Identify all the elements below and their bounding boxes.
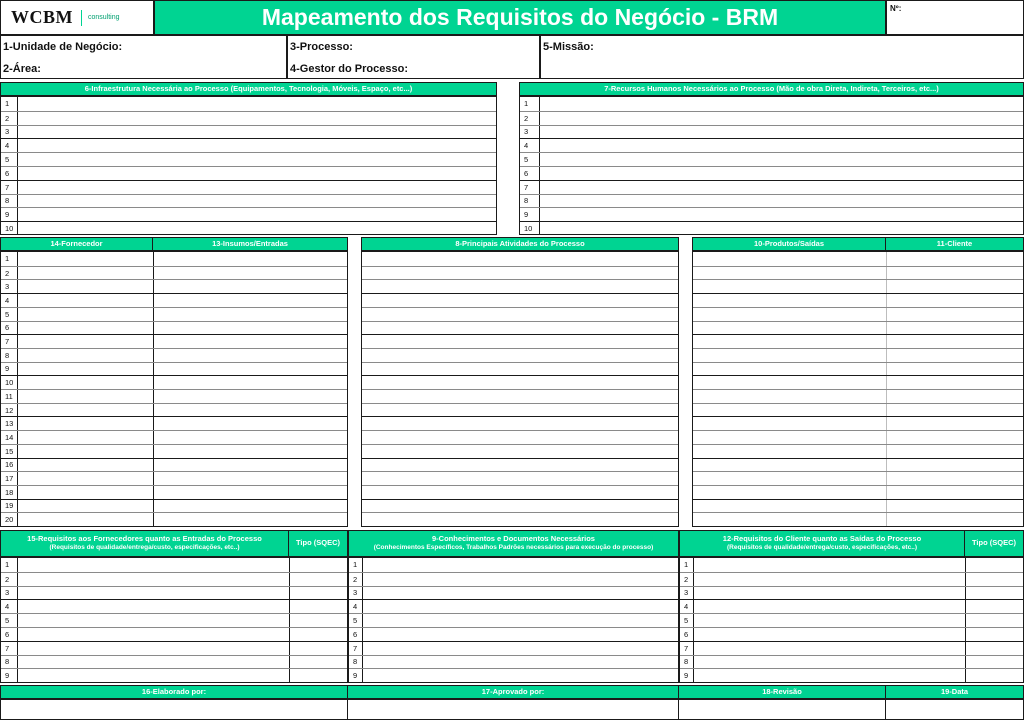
table-row[interactable]	[349, 668, 678, 682]
table-row[interactable]	[693, 430, 1023, 444]
row-number: 2	[353, 574, 358, 584]
table-row[interactable]	[362, 375, 678, 389]
conhecimentos-rows	[349, 558, 678, 682]
table-row[interactable]	[1, 111, 496, 125]
fornecedor-body	[0, 251, 348, 527]
table-row[interactable]	[693, 389, 1023, 403]
table-row[interactable]	[520, 152, 1023, 166]
row-number: 7	[5, 643, 10, 653]
table-row[interactable]	[680, 627, 1023, 641]
row-number: 4	[5, 141, 10, 151]
req-fornecedores-header	[0, 530, 289, 557]
row-number: 8	[684, 657, 689, 667]
row-number: 7	[5, 182, 10, 192]
row-number: 7	[524, 182, 529, 192]
row-number: 3	[5, 282, 10, 292]
table-row[interactable]	[362, 499, 678, 513]
req-fornecedores-rows	[1, 558, 347, 682]
row-number: 5	[5, 309, 10, 319]
table-row[interactable]	[1, 572, 347, 586]
logo-text: WCBM	[11, 7, 73, 27]
row-number: 7	[5, 337, 10, 347]
atividades-header: 8-Principais Atividades do Processo	[361, 237, 679, 251]
row-number: 5	[5, 155, 10, 165]
table-row[interactable]	[680, 586, 1023, 600]
row-number: 19	[5, 501, 14, 511]
fornecedor-rows	[1, 252, 347, 526]
table-row[interactable]	[520, 207, 1023, 221]
atividades-body	[361, 251, 679, 527]
row-number: 20	[5, 515, 14, 525]
unidade-label: 1-Unidade de Negócio:	[3, 41, 123, 53]
table-row[interactable]	[349, 641, 678, 655]
table-row[interactable]	[362, 389, 678, 403]
req-fornecedores-table	[0, 530, 348, 683]
rh-body	[519, 96, 1024, 235]
atividades-rows	[362, 252, 678, 526]
table-row[interactable]	[362, 430, 678, 444]
req-cliente-title: 12-Requisitos do Cliente quanto as Saídas do Processo	[722, 534, 922, 544]
logo-sub: consulting	[88, 14, 120, 21]
numero-label: Nº:	[890, 4, 902, 13]
produtos-cliente-table	[692, 237, 1024, 527]
table-row[interactable]	[1, 389, 347, 403]
row-number: 2	[5, 268, 10, 278]
table-row[interactable]	[520, 221, 1023, 235]
row-number: 8	[353, 657, 358, 667]
req-cliente-table	[679, 530, 1024, 683]
table-row[interactable]	[362, 458, 678, 472]
row-number: 5	[353, 616, 358, 626]
processo-label: 3-Processo:	[290, 41, 353, 53]
row-number: 9	[684, 671, 689, 681]
req-cliente-subtitle: (Requisitos de qualidade/entrega/custo, especificações, etc..)	[726, 544, 917, 552]
table-row[interactable]	[1, 471, 347, 485]
table-row[interactable]	[1, 138, 496, 152]
missao-cell[interactable]	[540, 35, 1024, 79]
row-number: 3	[5, 127, 10, 137]
elaborado-input[interactable]	[0, 699, 348, 720]
revisao-header: 18-Revisão	[678, 685, 886, 699]
table-row[interactable]	[362, 321, 678, 335]
infra-body	[0, 96, 497, 235]
req-cliente-rows	[680, 558, 1023, 682]
table-row[interactable]	[1, 97, 496, 111]
gestor-label: 4-Gestor do Processo:	[290, 63, 408, 75]
row-number: 1	[353, 560, 358, 570]
table-row[interactable]	[520, 111, 1023, 125]
table-row[interactable]	[520, 194, 1023, 208]
table-row[interactable]	[693, 321, 1023, 335]
row-number: 9	[353, 671, 358, 681]
row-number: 6	[5, 323, 10, 333]
row-number: 9	[524, 210, 529, 220]
table-row[interactable]	[693, 348, 1023, 362]
rh-rows	[520, 97, 1023, 234]
table-row[interactable]	[1, 655, 347, 669]
row-number: 2	[524, 113, 529, 123]
table-row[interactable]	[362, 444, 678, 458]
row-number: 2	[5, 113, 10, 123]
row-number: 12	[5, 405, 14, 415]
table-row[interactable]	[362, 512, 678, 526]
table-row[interactable]	[1, 613, 347, 627]
table-row[interactable]	[693, 334, 1023, 348]
rh-header: 7-Recursos Humanos Necessários ao Processo (Mão de obra Direta, Indireta, Terceiros, etc...)	[519, 82, 1024, 96]
data-input[interactable]	[885, 699, 1024, 720]
table-row[interactable]	[520, 180, 1023, 194]
row-number: 4	[5, 295, 10, 305]
table-row[interactable]	[362, 334, 678, 348]
row-number: 1	[5, 254, 10, 264]
row-number: 17	[5, 474, 14, 484]
row-number: 5	[684, 616, 689, 626]
table-row[interactable]	[362, 307, 678, 321]
table-row[interactable]	[680, 613, 1023, 627]
table-row[interactable]	[680, 641, 1023, 655]
produtos-rows	[693, 252, 1023, 526]
table-row[interactable]	[1, 252, 347, 266]
conhecimentos-title: 9-Conhecimentos e Documentos Necessários	[432, 534, 595, 544]
table-row[interactable]	[1, 207, 496, 221]
conhecimentos-table	[348, 530, 679, 683]
table-row[interactable]	[362, 403, 678, 417]
row-number: 8	[5, 196, 10, 206]
table-row[interactable]	[1, 512, 347, 526]
table-row[interactable]	[349, 558, 678, 572]
table-row[interactable]	[1, 444, 347, 458]
row-number: 4	[5, 602, 10, 612]
atividades-table	[361, 237, 679, 527]
row-number: 16	[5, 460, 14, 470]
table-row[interactable]	[680, 668, 1023, 682]
row-number: 1	[5, 99, 10, 109]
row-number: 6	[684, 629, 689, 639]
row-number: 3	[5, 588, 10, 598]
row-number: 9	[5, 210, 10, 220]
row-number: 8	[5, 350, 10, 360]
row-number: 5	[5, 616, 10, 626]
footer-row	[0, 685, 1024, 720]
table-row[interactable]	[693, 458, 1023, 472]
row-number: 4	[524, 141, 529, 151]
row-number: 8	[5, 657, 10, 667]
table-row[interactable]	[680, 655, 1023, 669]
table-row[interactable]	[362, 266, 678, 280]
req-cliente-body	[679, 557, 1024, 683]
table-row[interactable]	[349, 655, 678, 669]
table-row[interactable]	[1, 375, 347, 389]
table-row[interactable]	[680, 558, 1023, 572]
insumos-header: 13-Insumos/Entradas	[152, 237, 348, 251]
table-row[interactable]	[1, 180, 496, 194]
table-row[interactable]	[349, 613, 678, 627]
table-row[interactable]	[362, 293, 678, 307]
table-row[interactable]	[362, 362, 678, 376]
logo-divider	[81, 10, 82, 26]
table-row[interactable]	[1, 458, 347, 472]
row-number: 8	[524, 196, 529, 206]
table-row[interactable]	[362, 279, 678, 293]
table-row[interactable]	[520, 125, 1023, 139]
table-row[interactable]	[520, 97, 1023, 111]
conhecimentos-subtitle: (Conhecimentos Específicos, Trabalhos Padrões necessários para execução do processo)	[373, 544, 654, 552]
page-title-cell	[154, 0, 886, 35]
data-header: 19-Data	[885, 685, 1024, 699]
table-row[interactable]	[1, 627, 347, 641]
table-row[interactable]	[362, 348, 678, 362]
row-number: 3	[353, 588, 358, 598]
unidade-area-cell[interactable]	[0, 35, 287, 79]
table-row[interactable]	[349, 586, 678, 600]
table-row[interactable]	[1, 586, 347, 600]
row-number: 7	[353, 643, 358, 653]
table-row[interactable]	[693, 252, 1023, 266]
table-row[interactable]	[693, 293, 1023, 307]
table-row[interactable]	[362, 252, 678, 266]
table-row[interactable]	[693, 362, 1023, 376]
row-number: 3	[524, 127, 529, 137]
table-row[interactable]	[349, 627, 678, 641]
logo-cell	[0, 0, 154, 35]
infra-header: 6-Infraestrutura Necessária ao Processo (Equipamentos, Tecnologia, Móveis, Espaço, etc...)	[0, 82, 497, 96]
table-row[interactable]	[1, 166, 496, 180]
produtos-body	[692, 251, 1024, 527]
req-fornecedores-body	[0, 557, 348, 683]
row-number: 9	[5, 364, 10, 374]
table-row[interactable]	[693, 307, 1023, 321]
table-row[interactable]	[693, 499, 1023, 513]
row-number: 9	[5, 671, 10, 681]
table-row[interactable]	[693, 444, 1023, 458]
aprovado-input[interactable]	[347, 699, 679, 720]
table-row[interactable]	[693, 512, 1023, 526]
table-row[interactable]	[349, 572, 678, 586]
table-row[interactable]	[1, 485, 347, 499]
req-fornecedores-title: 15-Requisitos aos Fornecedores quanto as Entradas do Processo	[27, 534, 262, 544]
req-cliente-header	[679, 530, 965, 557]
row-number: 1	[524, 99, 529, 109]
tipo-sqec-header-2: Tipo (SQEC)	[964, 530, 1024, 557]
table-row[interactable]	[1, 152, 496, 166]
table-row[interactable]	[1, 321, 347, 335]
table-row[interactable]	[693, 485, 1023, 499]
table-row[interactable]	[693, 375, 1023, 389]
table-row[interactable]	[362, 416, 678, 430]
row-number: 18	[5, 487, 14, 497]
table-row[interactable]	[693, 279, 1023, 293]
numero-cell[interactable]	[886, 0, 1024, 35]
table-row[interactable]	[1, 334, 347, 348]
rh-table	[519, 82, 1024, 235]
row-number: 2	[5, 574, 10, 584]
row-number: 4	[684, 602, 689, 612]
conhecimentos-header	[348, 530, 679, 557]
row-number: 1	[5, 560, 10, 570]
page-title: Mapeamento dos Requisitos do Negócio - BRM	[261, 4, 779, 30]
row-number: 5	[524, 155, 529, 165]
row-number: 6	[524, 168, 529, 178]
table-row[interactable]	[680, 572, 1023, 586]
table-row[interactable]	[520, 166, 1023, 180]
table-row[interactable]	[1, 221, 496, 235]
table-row[interactable]	[693, 416, 1023, 430]
table-row[interactable]	[1, 194, 496, 208]
row-number: 14	[5, 432, 14, 442]
aprovado-header: 17-Aprovado por:	[347, 685, 679, 699]
row-number: 7	[684, 643, 689, 653]
table-row[interactable]	[1, 293, 347, 307]
row-number: 1	[684, 560, 689, 570]
table-row[interactable]	[693, 471, 1023, 485]
table-row[interactable]	[520, 138, 1023, 152]
area-label: 2-Área:	[3, 63, 41, 75]
table-row[interactable]	[1, 307, 347, 321]
table-row[interactable]	[1, 668, 347, 682]
infra-rows	[1, 97, 496, 234]
row-number: 6	[353, 629, 358, 639]
req-fornecedores-subtitle: (Requisitos de qualidade/entrega/custo, especificações, etc..)	[49, 544, 240, 552]
table-row[interactable]	[1, 348, 347, 362]
table-row[interactable]	[1, 558, 347, 572]
table-row[interactable]	[349, 599, 678, 613]
elaborado-header: 16-Elaborado por:	[0, 685, 348, 699]
row-number: 11	[5, 391, 13, 401]
table-row[interactable]	[693, 266, 1023, 280]
table-row[interactable]	[1, 499, 347, 513]
table-row[interactable]	[1, 599, 347, 613]
table-row[interactable]	[1, 641, 347, 655]
table-row[interactable]	[362, 471, 678, 485]
table-row[interactable]	[1, 430, 347, 444]
row-number: 15	[5, 446, 14, 456]
produtos-header: 10-Produtos/Saídas	[692, 237, 886, 251]
row-number: 10	[5, 224, 14, 234]
row-number: 4	[353, 602, 358, 612]
row-number: 6	[5, 629, 10, 639]
table-row[interactable]	[1, 279, 347, 293]
table-row[interactable]	[1, 403, 347, 417]
row-number: 10	[5, 378, 14, 388]
missao-label: 5-Missão:	[543, 41, 594, 53]
row-number: 3	[684, 588, 689, 598]
table-row[interactable]	[362, 485, 678, 499]
row-number: 2	[684, 574, 689, 584]
cliente-header: 11-Cliente	[885, 237, 1024, 251]
conhecimentos-body	[348, 557, 679, 683]
table-row[interactable]	[1, 266, 347, 280]
fornecedor-insumos-table	[0, 237, 348, 527]
table-row[interactable]	[680, 599, 1023, 613]
row-number: 13	[5, 419, 14, 429]
row-number: 10	[524, 224, 533, 234]
tipo-sqec-header-1: Tipo (SQEC)	[288, 530, 348, 557]
table-row[interactable]	[1, 362, 347, 376]
fornecedor-header: 14-Fornecedor	[0, 237, 153, 251]
revisao-input[interactable]	[678, 699, 886, 720]
processo-gestor-cell[interactable]	[287, 35, 540, 79]
table-row[interactable]	[693, 403, 1023, 417]
infra-table	[0, 82, 497, 235]
table-row[interactable]	[1, 416, 347, 430]
table-row[interactable]	[1, 125, 496, 139]
row-number: 6	[5, 168, 10, 178]
